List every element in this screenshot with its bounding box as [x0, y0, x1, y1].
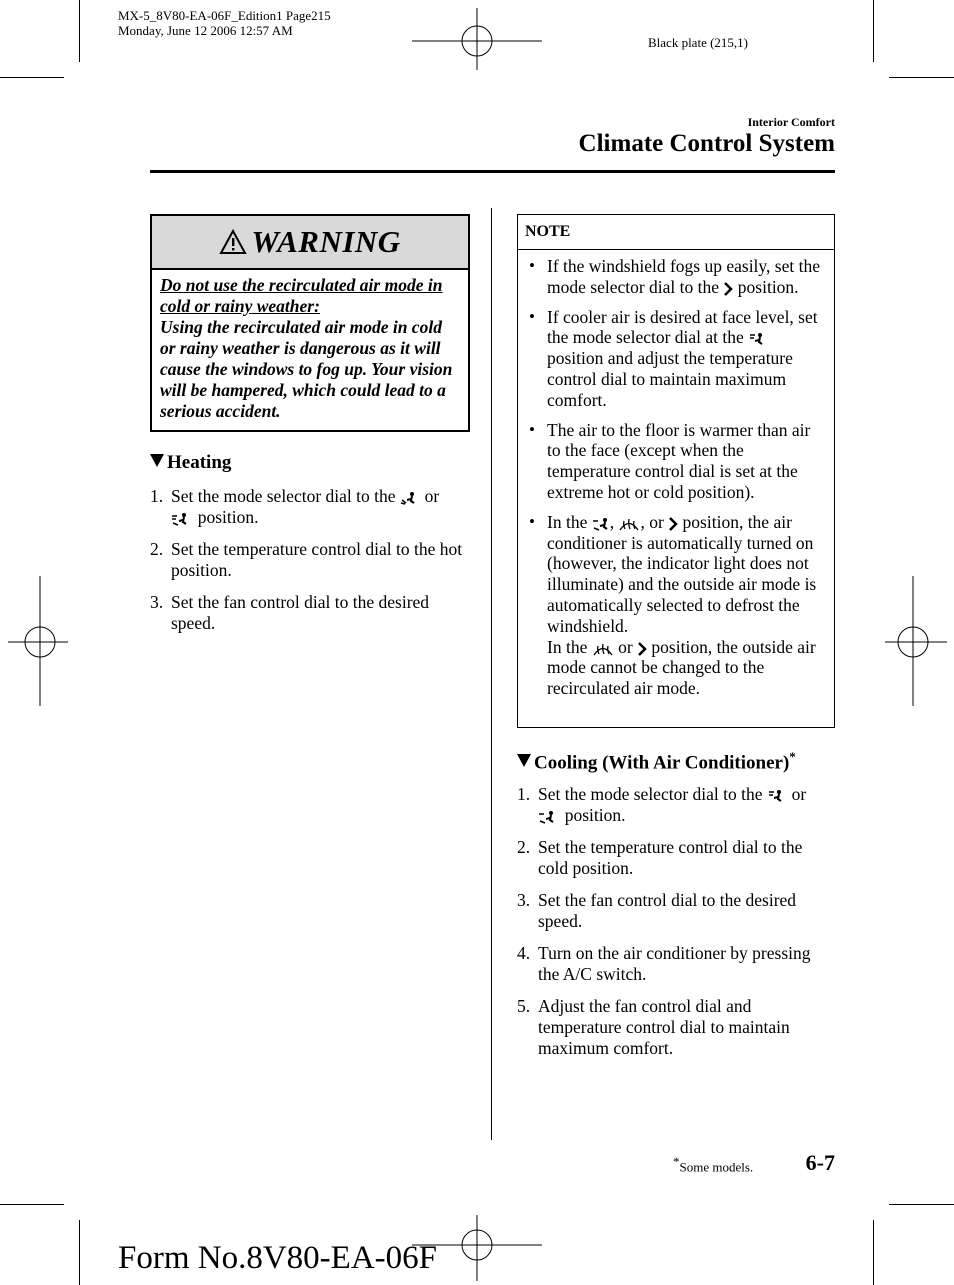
registration-mark-right — [885, 576, 947, 706]
slug-line-2: Monday, June 12 2006 12:57 AM — [118, 23, 293, 38]
warning-box — [150, 214, 470, 432]
crop-mark — [79, 1220, 80, 1285]
face-mode-icon — [748, 332, 764, 346]
warning-text: Using the recirculated air mode in cold or rainy weather is dangerous as it will cause the windows to fog up. Your vision will be hampered, which could lead to a serious accident. — [160, 317, 453, 421]
registration-mark-top — [412, 8, 542, 70]
list-item: 2. Set the temperature control dial to the hot position. — [150, 539, 463, 580]
slug-line-1: MX-5_8V80-EA-06F_Edition1 Page215 — [118, 8, 331, 23]
heating-title: Heating — [167, 452, 232, 473]
list-item: 3. Set the fan control dial to the desired speed. — [150, 592, 430, 633]
section-triangle-icon — [517, 754, 531, 767]
list-item: • If the windshield fogs up easily, set the mode selector dial to the position. — [547, 256, 824, 298]
list-item: 3. Set the fan control dial to the desired speed. — [517, 890, 797, 931]
crop-mark — [889, 77, 954, 78]
bi-level-mode-icon — [538, 810, 556, 824]
header-rule — [150, 170, 835, 173]
section-triangle-icon — [150, 454, 164, 467]
heating-heading — [150, 452, 231, 474]
warning-lead: Do not use the recirculated air mode in cold or rainy weather: — [160, 275, 443, 316]
crop-mark — [873, 1220, 874, 1285]
cooling-title: Cooling (With Air Conditioner) — [534, 752, 790, 774]
defroster-mode-icon — [592, 641, 614, 657]
list-item: 5. Adjust the fan control dial and temperature control dial to maintain maximum comfort. — [517, 996, 790, 1058]
page-number: 6-7 — [805, 1150, 835, 1175]
heating-steps — [150, 486, 466, 645]
form-number: Form No.8V80-EA-06F — [118, 1240, 437, 1276]
list-item: • If cooler air is desired at face level, set the mode selector dial at the position and adjust the temperature control dial to maintain maximum comfort. — [547, 307, 824, 411]
defroster-mode-icon — [668, 517, 678, 531]
floor-defrost-mode-icon — [171, 512, 189, 526]
warning-header — [152, 216, 468, 270]
list-item: 1. Set the mode selector dial to the or position. — [517, 784, 807, 825]
note-box — [517, 214, 835, 728]
slug-info — [118, 8, 331, 38]
list-item: 1. Set the mode selector dial to the or position. — [150, 486, 440, 527]
crop-mark — [79, 0, 80, 62]
footnote: *Some models. — [673, 1154, 754, 1175]
crop-mark — [0, 1204, 64, 1205]
defroster-mode-icon — [723, 282, 733, 296]
list-item: • In the , , or position, the air conditioner is automatically turned on (however, the indicator light does not illuminate) and the outside air mode is automatically selected to defrost the windshield. In the or position, the outside air mode cannot be changed to the recirculated air mode. — [547, 512, 824, 699]
list-item: • The air to the floor is warmer than air to the face (except when the temperature control dial is set at the extreme hot or cold position). — [547, 420, 824, 503]
column-divider — [491, 208, 492, 1140]
warning-title: WARNING — [251, 224, 401, 259]
defroster-mode-icon — [618, 516, 640, 532]
defroster-mode-icon — [637, 642, 647, 656]
registration-mark-left — [8, 576, 68, 706]
note-list — [518, 250, 834, 699]
warning-body — [152, 270, 468, 427]
list-item: 4. Turn on the air conditioner by pressing the A/C switch. — [517, 943, 811, 984]
crop-mark — [873, 0, 874, 62]
crop-mark — [889, 1204, 954, 1205]
cooling-heading: Cooling (With Air Conditioner)* — [517, 749, 796, 774]
face-mode-icon — [767, 789, 783, 803]
crop-mark — [0, 77, 64, 78]
floor-defrost-mode-icon — [592, 517, 610, 531]
cooling-steps — [517, 784, 835, 1070]
floor-mode-icon — [400, 491, 416, 505]
section-subtitle: Interior Comfort — [747, 115, 835, 129]
list-item: 2. Set the temperature control dial to the cold position. — [517, 837, 803, 878]
note-title: NOTE — [518, 215, 834, 250]
plate-label: Black plate (215,1) — [648, 35, 748, 50]
warning-triangle-icon — [219, 229, 247, 255]
page-title: Climate Control System — [578, 130, 835, 157]
